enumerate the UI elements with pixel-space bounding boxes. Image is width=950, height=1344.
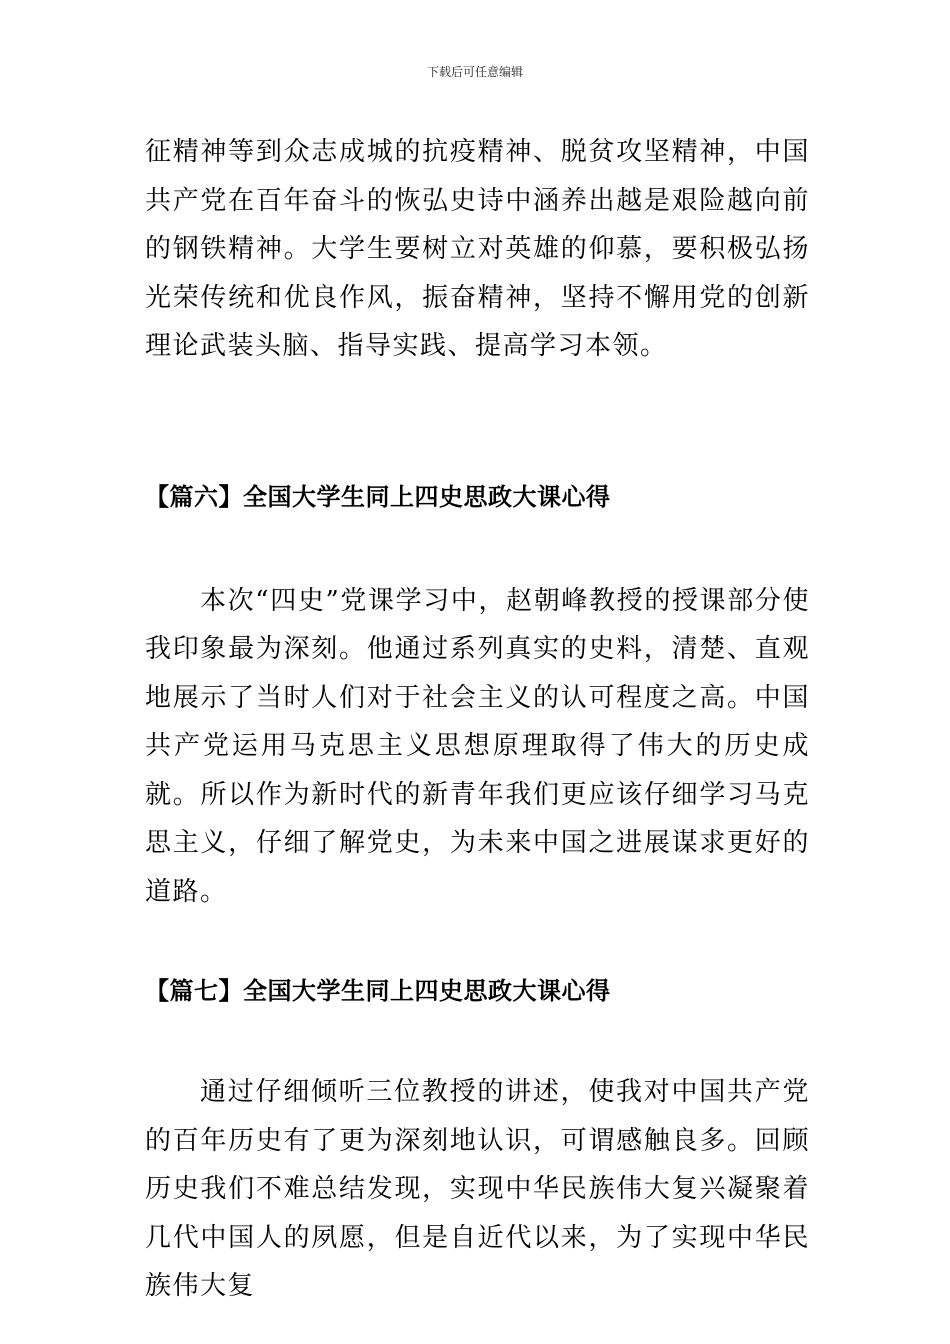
page-header-note: 下载后可任意编辑 (426, 65, 523, 79)
section-seven-title: 【篇七】全国大学生同上四史思政大课心得 (145, 976, 611, 1005)
document-body (145, 128, 810, 1311)
section-seven-paragraph: 通过仔细倾听三位教授的讲述，使我对中国共产党的百年历史有了更为深刻地认识，可谓感触良多。回顾历史我们不难总结发现，实现中华民族伟大复兴凝聚着几代中国人的夙愿，但是自近代以来，为了实现中华民族伟大复 (145, 1077, 810, 1301)
section-six-title: 【篇六】全国大学生同上四史思政大课心得 (145, 481, 611, 511)
section-six-paragraph: 本次“四史”党课学习中，赵朝峰教授的授课部分使我印象最为深刻。他通过系列真实的史料，清楚、直观地展示了当时人们对于社会主义的认可程度之高。中国共产党运用马克思主义思想原理取得了伟大的历史成就。所以作为新时代的新青年我们更应该仔细学习马克思主义，仔细了解党史，为未来中国之进展谋求更好的道路。 (145, 585, 810, 907)
continued-paragraph: 征精神等到众志成城的抗疫精神、脱贫攻坚精神，中国共产党在百年奋斗的恢弘史诗中涵养出越是艰险越向前的钢铁精神。大学生要树立对英雄的仰慕，要积极弘扬光荣传统和优良作风，振奋精神，坚持不懈用党的创新理论武装头脑、指导实践、提高学习本领。 (145, 137, 810, 361)
